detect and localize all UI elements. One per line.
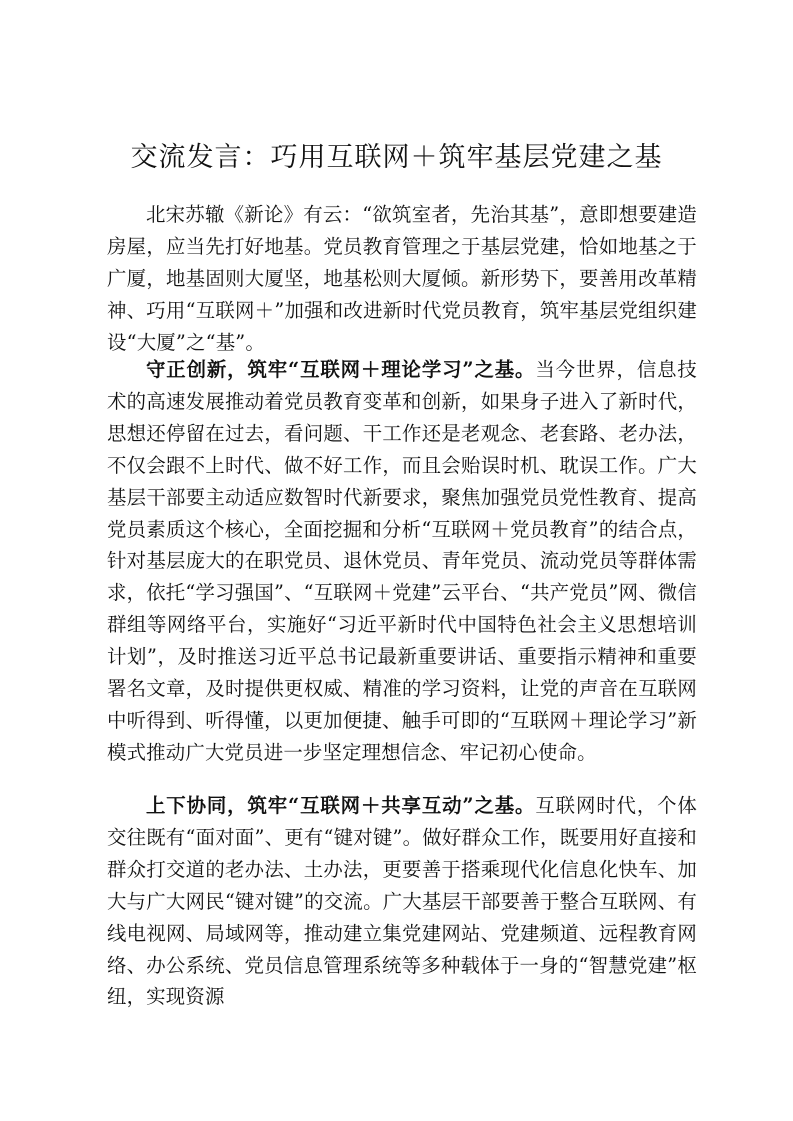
paragraph-sharing-interaction-body: 互联网时代，个体交往既有“面对面”、更有“键对键”。做好群众工作，既要用好直接和群众打交道的老办法、土办法，更要善于搭乘现代化信息化快车、加大与广大网民“键对键”的交流。广大基层干部要善于整合互联网、有线电视网、局域网等，推动建立集党建网站、党建频道、远程教育网络、办公系统、党员信息管理系统等多种载体于一身的“智慧党建”枢纽，实现资源 (107, 794, 697, 1009)
paragraph-theory-study-body: 当今世界，信息技术的高速发展推动着党员教育变革和创新，如果身子进入了新时代，思想还停留在过去，看问题、干工作还是老观念、老套路、老办法，不仅会跟不上时代、做不好工作，而且会贻误时机、耽误工作。广大基层干部要主动适应数智时代新要求，聚焦加强党员党性教育、提高党员素质这个核心，全面挖掘和分析“互联网＋党员教育”的结合点，针对基层庞大的在职党员、退休党员、青年党员、流动党员等群体需求，依托“学习强国”、“互联网＋党建”云平台、“共产党员”网、微信群组等网络平台，实施好“习近平新时代中国特色社会主义思想培训计划”，及时推送习近平总书记最新重要讲话、重要指示精神和重要署名文章，及时提供更权威、精准的学习资料，让党的声音在互联网中听得到、听得懂，以更加便捷、触手可即的“互联网＋理论学习”新模式推动广大党员进一步坚定理想信念、牢记初心使命。 (107, 358, 697, 764)
paragraph-sharing-interaction (107, 790, 697, 1013)
document-title: 交流发言：巧用互联网＋筑牢基层党建之基 (130, 142, 663, 173)
paragraph-theory-study-heading: 守正创新，筑牢“互联网＋理论学习”之基。 (146, 358, 536, 381)
paragraph-theory-study (107, 354, 697, 769)
paragraph-intro-body: 北宋苏辙《新论》有云：“欲筑室者，先治其基”，意即想要建造房屋，应当先打好地基。党员教育管理之于基层党建，恰如地基之于广厦，地基固则大厦坚，地基松则大厦倾。新形势下，要善用改革精神、巧用“互联网＋”加强和改进新时代党员教育，筑牢基层党组织建设“大厦”之“基”。 (107, 203, 697, 354)
paragraph-intro (107, 199, 697, 359)
paragraph-sharing-interaction-heading: 上下协同，筑牢“互联网＋共享互动”之基。 (146, 794, 536, 817)
